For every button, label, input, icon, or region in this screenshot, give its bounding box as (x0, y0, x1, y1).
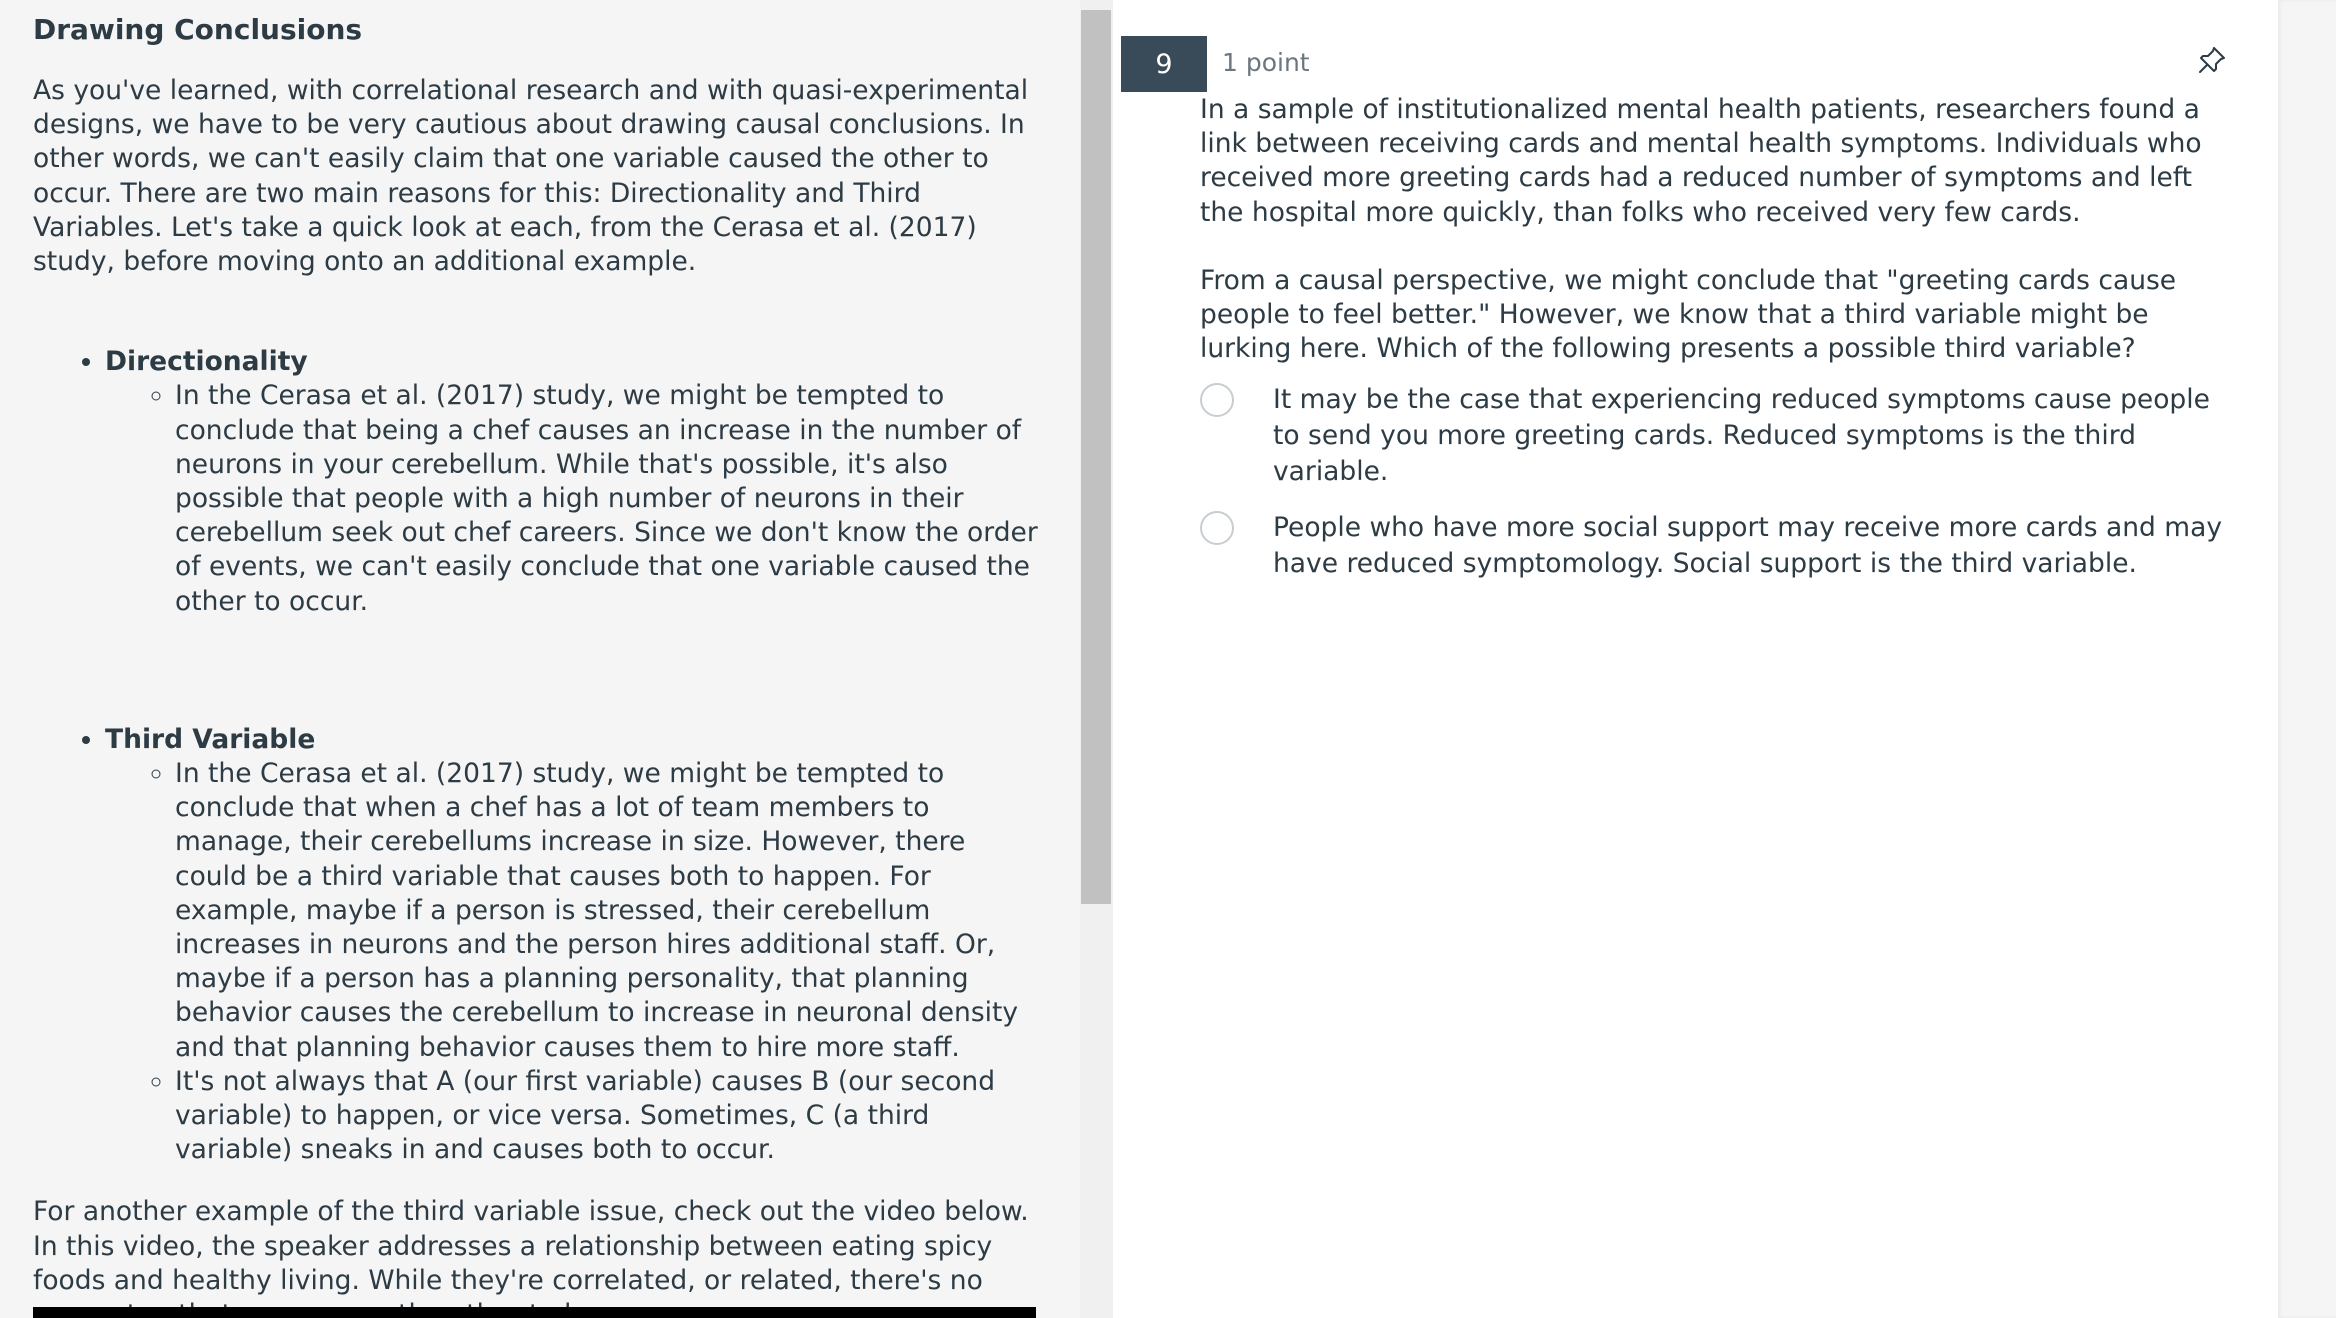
third-variable-sublist (105, 757, 1043, 1167)
list-item-third-variable (105, 723, 1043, 1168)
question-paragraph: In a sample of institutionalized mental health patients, researchers found a link between receiving cards and mental health symptoms. Individuals who received more greeting cards had a reduced number of symptoms and left the hospital more quickly, than folks who received very few cards. (1200, 94, 2202, 228)
reading-title: Drawing Conclusions (33, 13, 363, 46)
answer-options (1200, 382, 2240, 602)
video-player[interactable] (33, 1307, 1036, 1318)
reading-pane (0, 0, 1080, 1318)
pin-icon[interactable] (2196, 44, 2228, 76)
question-text (1200, 93, 2240, 366)
right-gutter (2278, 0, 2336, 1318)
reading-intro: As you've learned, with correlational research and with quasi-experimental designs, we have to be very cautious about drawing causal conclusions. In other words, we can't easily claim that one variable caused the other to occur. There are two main reasons for this: Directionality and Third Variables. Let's take a quick look at each, from the Cerasa et al. (2017) study, before moving onto an additional example. (33, 75, 1029, 278)
reasons-list (33, 345, 1043, 1167)
question-points: 1 point (1222, 48, 1310, 77)
directionality-sublist (105, 379, 1043, 618)
answer-label[interactable]: It may be the case that experiencing reduced symptoms cause people to send you more greeting cards. Reduced symptoms is the third variable. (1273, 384, 2210, 487)
bullet-title-third-variable: Third Variable (105, 723, 316, 755)
radio-button[interactable] (1200, 383, 1234, 417)
sub-list-item: ◦ It's not always that A (our first variable) causes B (our second variable) to happen, or vice versa. Sometimes, C (a third variable) sneaks in and causes both to occur. (175, 1065, 1043, 1168)
sub-list-item: ◦ In the Cerasa et al. (2017) study, we might be tempted to conclude that when a chef has a lot of team members to manage, their cerebellums increase in size. However, there could be a third variable that causes both to happen. For example, maybe if a person is stressed, their cerebellum increases in neurons and the person hires additional staff. Or, maybe if a person has a planning personality, that planning behavior causes the cerebellum to increase in neuronal density and that planning behavior causes them to hire more staff. (175, 757, 1043, 1065)
list-item-directionality (105, 345, 1043, 619)
question-number: 9 (1121, 36, 1207, 92)
answer-label[interactable]: People who have more social support may receive more cards and may have reduced symptomology. Social support is the third variable. (1273, 512, 2223, 579)
reading-outro: For another example of the third variable issue, check out the video below. In this video, the speaker addresses a relationship between eating spicy foods and healthy living. While they're correlated, or related, there's no (33, 1196, 1029, 1296)
answer-option[interactable] (1200, 382, 2240, 490)
answer-option[interactable] (1200, 510, 2240, 582)
radio-button[interactable] (1200, 511, 1234, 545)
reading-content (33, 12, 1043, 1318)
bullet-title-directionality: Directionality (105, 346, 308, 378)
scrollbar-thumb[interactable] (1081, 10, 1111, 904)
question-paragraph: From a causal perspective, we might conclude that "greeting cards cause people to feel better." However, we know that a third variable might be lurking here. Which of the following presents a possible third variable? (1200, 264, 2177, 365)
sub-list-item: ◦ In the Cerasa et al. (2017) study, we might be tempted to conclude that being a chef causes an increase in the number of neurons in your cerebellum. While that's possible, it's also possible that people with a high number of neurons in their cerebellum seek out chef careers. Since we don't know the order of events, we can't easily conclude that one variable caused the other to occur. (175, 379, 1043, 618)
